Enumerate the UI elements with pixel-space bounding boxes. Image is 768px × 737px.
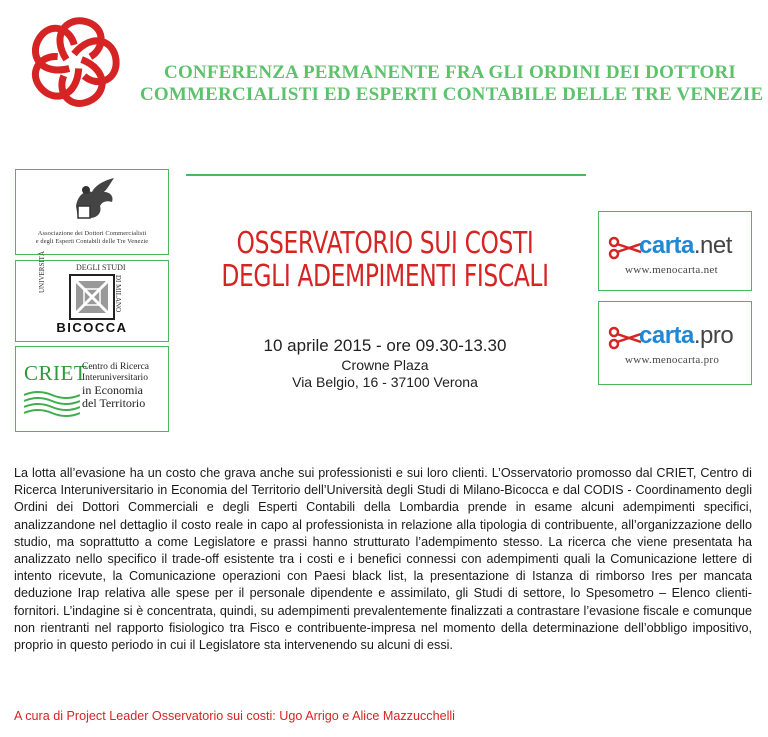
waves-icon bbox=[24, 389, 80, 419]
criet-sub-line1: Centro di Ricerca bbox=[82, 362, 150, 372]
scissors-icon bbox=[607, 326, 643, 350]
cartanet-brand bbox=[639, 232, 732, 260]
bicocca-univ-right: DI MILANO bbox=[114, 275, 122, 313]
cartanet-url: www.menocarta.net bbox=[625, 264, 718, 276]
criet-sub-line2: Interuniversitario bbox=[82, 373, 148, 383]
adc-name-line1: Associazione dei Dottori Commercialisti bbox=[37, 230, 147, 237]
bicocca-univ-top: DEGLI STUDI bbox=[76, 263, 126, 272]
adc-name bbox=[20, 230, 164, 246]
venue-name: Crowne Plaza bbox=[341, 357, 429, 373]
bicocca-univ-left: UNIVERSITÀ bbox=[38, 251, 46, 293]
cartanet-brand-main: carta bbox=[639, 232, 694, 259]
credit-line: A cura di Project Leader Osservatorio sui costi: Ugo Arrigo e Alice Mazzucchelli bbox=[14, 709, 455, 723]
event-title-line2: DEGLI ADEMPIMENTI FISCALI bbox=[221, 259, 549, 294]
winged-lion-icon bbox=[68, 176, 118, 222]
cartapro-logo-box bbox=[598, 301, 752, 385]
bicocca-logo-box bbox=[15, 251, 169, 342]
criet-logo-box bbox=[15, 346, 169, 432]
divider-line bbox=[186, 174, 586, 176]
conference-title-line2: COMMERCIALISTI ED ESPERTI CONTABILE DELLE TRE VENEZIE bbox=[140, 84, 764, 105]
cartapro-brand-ext: .pro bbox=[693, 322, 734, 349]
cartanet-brand-ext: .net bbox=[693, 232, 732, 259]
rosette-logo-icon bbox=[18, 6, 130, 118]
conference-title bbox=[140, 62, 764, 106]
cartapro-url: www.menocarta.pro bbox=[625, 354, 720, 366]
bicocca-name: BICOCCA bbox=[56, 320, 128, 335]
conference-title-line1: CONFERENZA PERMANENTE FRA GLI ORDINI DEI DOTTORI bbox=[164, 62, 736, 83]
scissors-icon bbox=[607, 236, 643, 260]
cartapro-brand bbox=[639, 322, 733, 350]
event-date: 10 aprile 2015 - ore 09.30-13.30 bbox=[263, 336, 507, 355]
bicocca-emblem-icon bbox=[68, 273, 116, 321]
criet-sub-line3: in Economia bbox=[82, 383, 143, 397]
event-venue bbox=[170, 357, 600, 391]
adc-logo-box bbox=[15, 169, 169, 255]
criet-name: CRIET bbox=[24, 361, 88, 385]
criet-subtitle bbox=[82, 362, 149, 410]
venue-address: Via Belgio, 16 - 37100 Verona bbox=[292, 374, 478, 390]
criet-sub-line4: del Territorio bbox=[82, 396, 146, 410]
cartapro-brand-main: carta bbox=[639, 322, 694, 349]
cartanet-logo-box bbox=[598, 211, 752, 291]
event-title-line1: OSSERVATORIO SUI COSTI bbox=[236, 226, 534, 261]
event-title bbox=[217, 227, 552, 293]
description-paragraph: La lotta all’evasione ha un costo che grava anche sui professionisti e sui loro clienti. L’Osservatorio promosso dal CRIET, Centro di Ricerca Interuniversitario in Economia del Territorio dell’Università degli Studi di Milano-Bicocca e dal CODIS - Coordinamento degli Ordini dei Dottori Commerciali e degli Esperti Contabili della Lombardia prende in esame alcuni adempimenti specifici, analizzandone nel dettaglio il costo reale in capo al professionista in relazione alla tipologia di contribuente, all’organizzazione dello studio, ma soprattutto a come Legislatore e prassi hanno strutturato l’adempimento stesso. La ricerca che viene presentata ha analizzato nello specifico il trade-off esistente tra i costi e i benefici connessi con adempimenti quali la Comunicazione lettere di intento ricevute, la Comunicazione operazioni con Paesi black list, la presentazione di Istanza di rimborso Ires per mancata deduzione Irap relativa alle spese per il personale dipendente e assimilato, gli Studi di settore, lo Spesometro – Elenco clienti-fornitori. L’indagine si è concentrata, quindi, su adempimenti prevalentemente finalizzati a contrastare l’evasione fiscale e comunque non rientranti nel rapporto fisiologico tra Fisco e contribuente-impresa nel momento della determinazione dell’obbligo impositivo, proprio in questo periodo in cui il Legislatore sta intervenendo su alcuni di essi. bbox=[14, 466, 752, 653]
adc-name-line2: e degli Esperti Contabili delle Tre Venezie bbox=[35, 238, 149, 245]
